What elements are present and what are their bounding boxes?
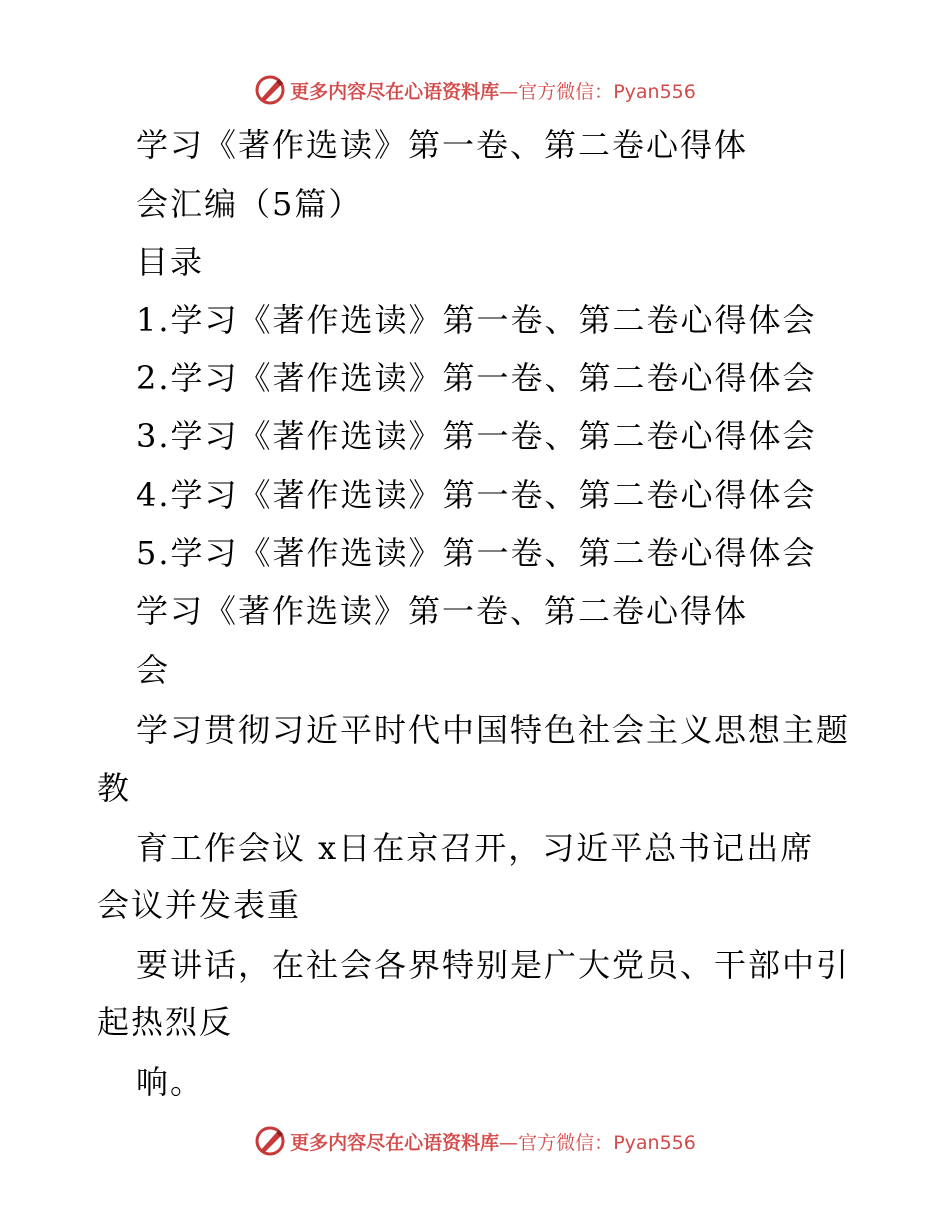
watermark-sep: —官方微信： [499,1131,614,1154]
doc-title-line-1: 学习《著作选读》第一卷、第二卷心得体 [136,126,749,164]
body-line: 会议并发表重 [97,886,302,924]
doc-title-line-2: 会汇编（5篇） [136,185,363,223]
watermark-text [290,1128,696,1155]
header-watermark [0,73,950,107]
pen-logo-icon [254,1125,286,1157]
watermark-main: 更多内容尽在心语资料库 [290,1131,500,1154]
body-line: 起热烈反 [97,1003,234,1041]
footer-watermark [0,1124,950,1158]
toc-item: 1.学习《著作选读》第一卷、第二卷心得体会 [136,301,817,339]
watermark-main: 更多内容尽在心语资料库 [290,80,500,103]
toc-item: 5.学习《著作选读》第一卷、第二卷心得体会 [136,534,817,572]
watermark-id: Pyan556 [613,1131,696,1154]
section-title-line-2: 会 [136,651,171,689]
toc-item: 2.学习《著作选读》第一卷、第二卷心得体会 [136,359,817,397]
toc-heading: 目录 [136,243,205,281]
body-line: 学习贯彻习近平时代中国特色社会主义思想主题 [136,711,851,749]
section-title-line-1: 学习《著作选读》第一卷、第二卷心得体 [136,592,749,630]
toc-item: 4.学习《著作选读》第一卷、第二卷心得体会 [136,476,817,514]
watermark-sep: —官方微信： [499,80,614,103]
body-line: 响。 [136,1063,205,1101]
pen-logo-icon [254,74,286,106]
toc-item: 3.学习《著作选读》第一卷、第二卷心得体会 [136,417,817,455]
body-line: 教 [97,769,132,807]
body-line: 要讲话，在社会各界特别是广大党员、干部中引 [136,946,851,984]
watermark-id: Pyan556 [613,80,696,103]
watermark-text [290,77,696,104]
body-line: 育工作会议 x日在京召开，习近平总书记出席 [136,829,815,867]
